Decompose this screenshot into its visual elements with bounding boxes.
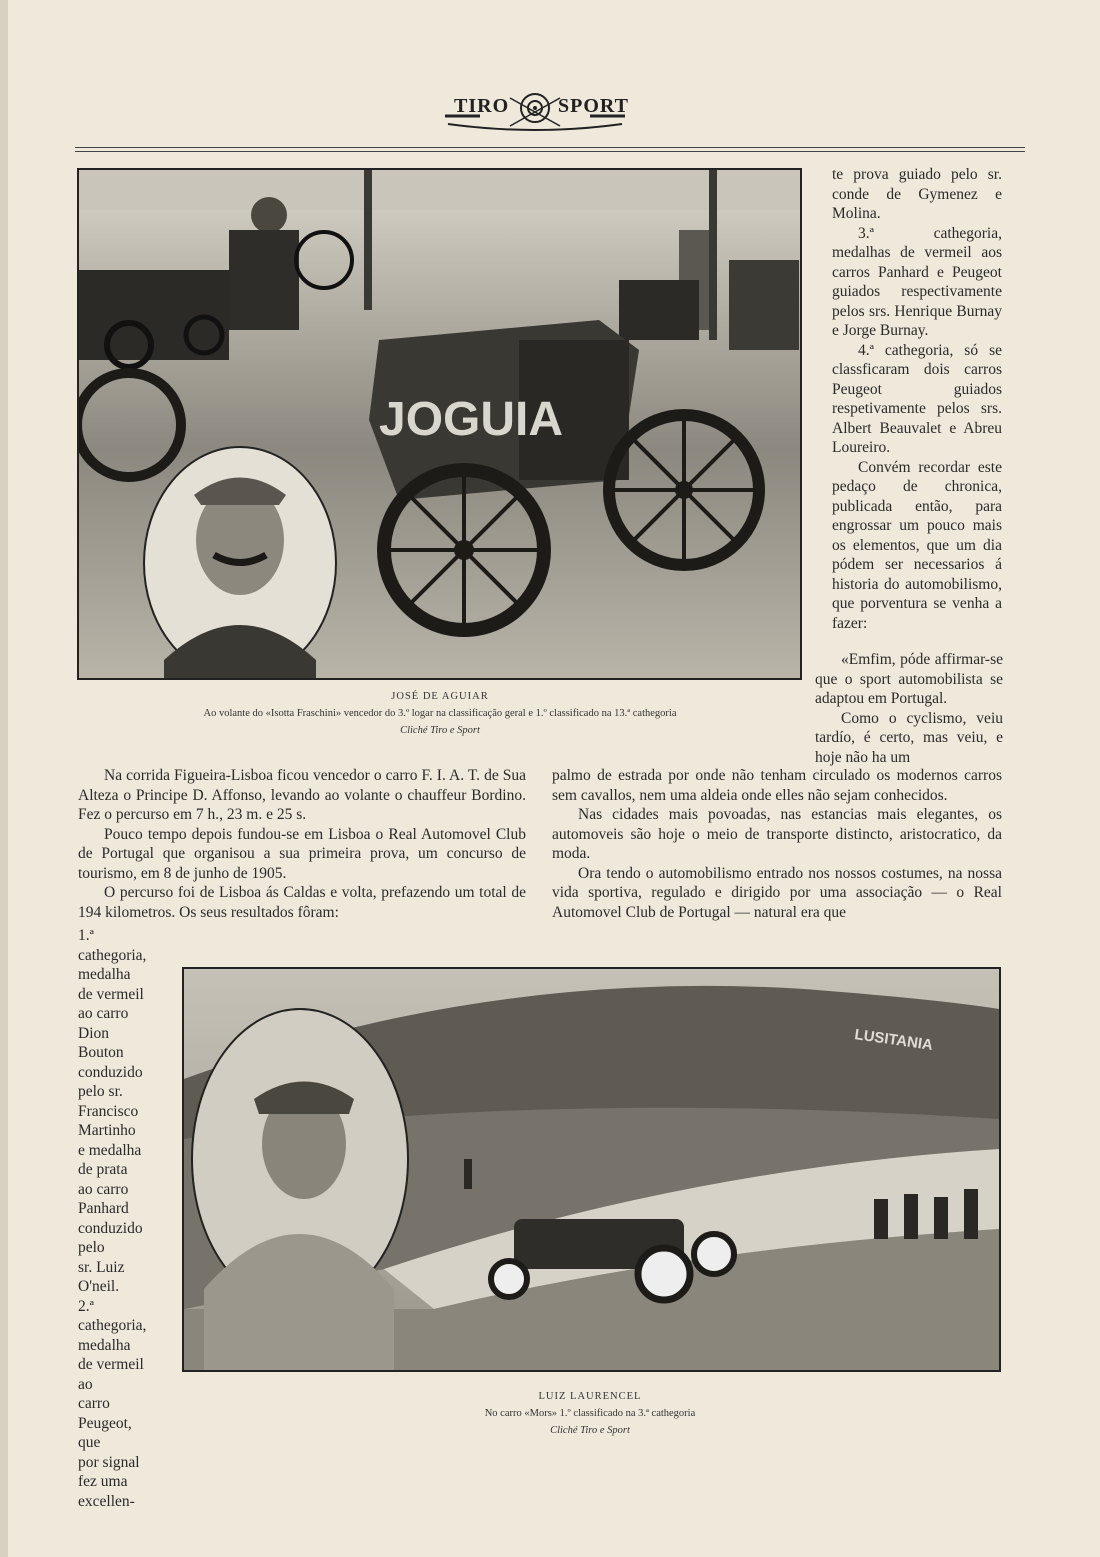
paragraph: «Emfim, póde affirmar-se que o sport automobilista se adaptou em Portugal. <box>815 651 1003 707</box>
narrow-line: sr. Luiz <box>78 1258 125 1276</box>
narrow-line: Martinho <box>78 1122 136 1139</box>
photo-caption <box>100 688 780 739</box>
caption-name: LUIZ LAURENCEL <box>538 1391 642 1402</box>
caption-text: No carro «Mors» 1.º classificado na 3.ª cathegoria <box>484 1408 696 1419</box>
narrow-line: Francisco <box>78 1102 139 1120</box>
paragraph: Ora tendo o automobilismo entrado nos nossos costumes, na nossa vida sportiva, regulado e dirigido por uma associação — o Real Automovel Club de Portugal — natural era que <box>552 864 1002 921</box>
caption-text: Ao volante do «Isotta Fraschini» vencedor do 3.º logar na classificação geral e 1.º classificado na 13.ª cathegoria <box>203 708 677 719</box>
narrow-line: Panhard <box>78 1200 129 1217</box>
narrow-line: conduzido pelo <box>78 1219 143 1256</box>
narrow-line: excellen- <box>78 1492 135 1510</box>
paragraph: O percurso foi de Lisboa ás Caldas e volta, prefazendo um total de 194 kilometros. Os seus resultados fôram: <box>78 884 526 921</box>
narrow-line: de prata <box>78 1161 128 1178</box>
page-edge <box>0 0 8 1557</box>
narrow-line: que <box>78 1434 101 1451</box>
paragraph: 3.ª cathegoria, medalhas de vermeil aos carros Panhard e Peugeot guiados respectivamente pelos srs. Henrique Burnay e Jorge Burnay. <box>832 224 1002 339</box>
caption-name: JOSÉ DE AGUIAR <box>391 691 489 702</box>
svg-text:TIRO: TIRO <box>454 95 510 117</box>
left-column-text <box>78 766 526 922</box>
narrow-line: 1.ª cathegoria, <box>78 927 147 964</box>
right-column-mid <box>815 650 1003 767</box>
paragraph: te prova guiado pelo sr. conde de Gymenez e Molina. <box>832 166 1002 222</box>
paragraph: Nas cidades mais povoadas, nas estancias mais elegantes, os automoveis são hoje o meio de transporte distincto, aristocratico, da moda. <box>552 806 1002 862</box>
narrow-line: de vermeil <box>78 985 144 1003</box>
narrow-line: conduzido <box>78 1063 143 1081</box>
masthead-logo <box>440 86 630 136</box>
hill-lettering: LUSITANIA <box>853 1026 934 1054</box>
narrow-column <box>78 926 150 1511</box>
paragraph: Como o cyclismo, veiu tardío, é certo, mas veiu, e hoje não ha um <box>815 709 1003 766</box>
right-column-text <box>552 766 1002 922</box>
narrow-line: medalha <box>78 1336 131 1354</box>
narrow-line: ao carro <box>78 1180 129 1198</box>
header-rule <box>75 151 1025 152</box>
narrow-line: carro Peugeot, <box>78 1395 132 1432</box>
narrow-line: O'neil. <box>78 1278 120 1295</box>
photo-jose-de-aguiar <box>77 168 802 680</box>
paragraph: 4.ª cathegoria, só se classficaram dois carros Peugeot guiados respetivamente pelos srs. Albert Beauvalet e Abreu Loureiro. <box>832 341 1002 456</box>
car-lettering: JOGUIA <box>379 393 564 446</box>
svg-text:SPORT: SPORT <box>558 95 629 117</box>
header-rule <box>75 147 1025 148</box>
caption-credit: Cliché Tiro e Sport <box>400 725 480 736</box>
narrow-line: 2.ª cathegoria, <box>78 1297 147 1334</box>
paragraph: Na corrida Figueira-Lisboa ficou vencedor o carro F. I. A. T. de Sua Alteza o Principe D. Affonso, levando ao volante o chauffeur Bordino. Fez o percurso em 7 h., 23 m. e 25 s. <box>78 767 526 823</box>
paragraph: palmo de estrada por onde não tenham circulado os modernos carros sem cavallos, nem uma aldeia onde elles não sejam conhecidos. <box>552 767 1002 804</box>
paragraph: Pouco tempo depois fundou-se em Lisboa o Real Automovel Club de Portugal que organisou a sua primeira prova, um concurso de tourismo, em 8 de junho de 1905. <box>78 825 526 882</box>
narrow-line: e medalha <box>78 1141 142 1159</box>
caption-credit: Cliché Tiro e Sport <box>550 1425 630 1436</box>
paragraph: Convém recordar este pedaço de chronica, publicada então, para engrossar um pouco mais os elementos, que um dia pódem ser necessarios á historia do automobilismo, que porventura se venha a fazer: <box>832 458 1002 632</box>
narrow-line: pelo sr. <box>78 1083 123 1100</box>
photo-caption <box>360 1388 820 1439</box>
narrow-line: de vermeil ao <box>78 1356 144 1393</box>
photo-luiz-laurencel <box>182 967 1001 1372</box>
right-column-top <box>832 165 1002 633</box>
narrow-line: ao carro <box>78 1005 129 1022</box>
narrow-line: fez uma <box>78 1473 128 1490</box>
narrow-line: Dion Bouton <box>78 1024 124 1061</box>
narrow-line: medalha <box>78 966 131 983</box>
narrow-line: por signal <box>78 1453 140 1471</box>
